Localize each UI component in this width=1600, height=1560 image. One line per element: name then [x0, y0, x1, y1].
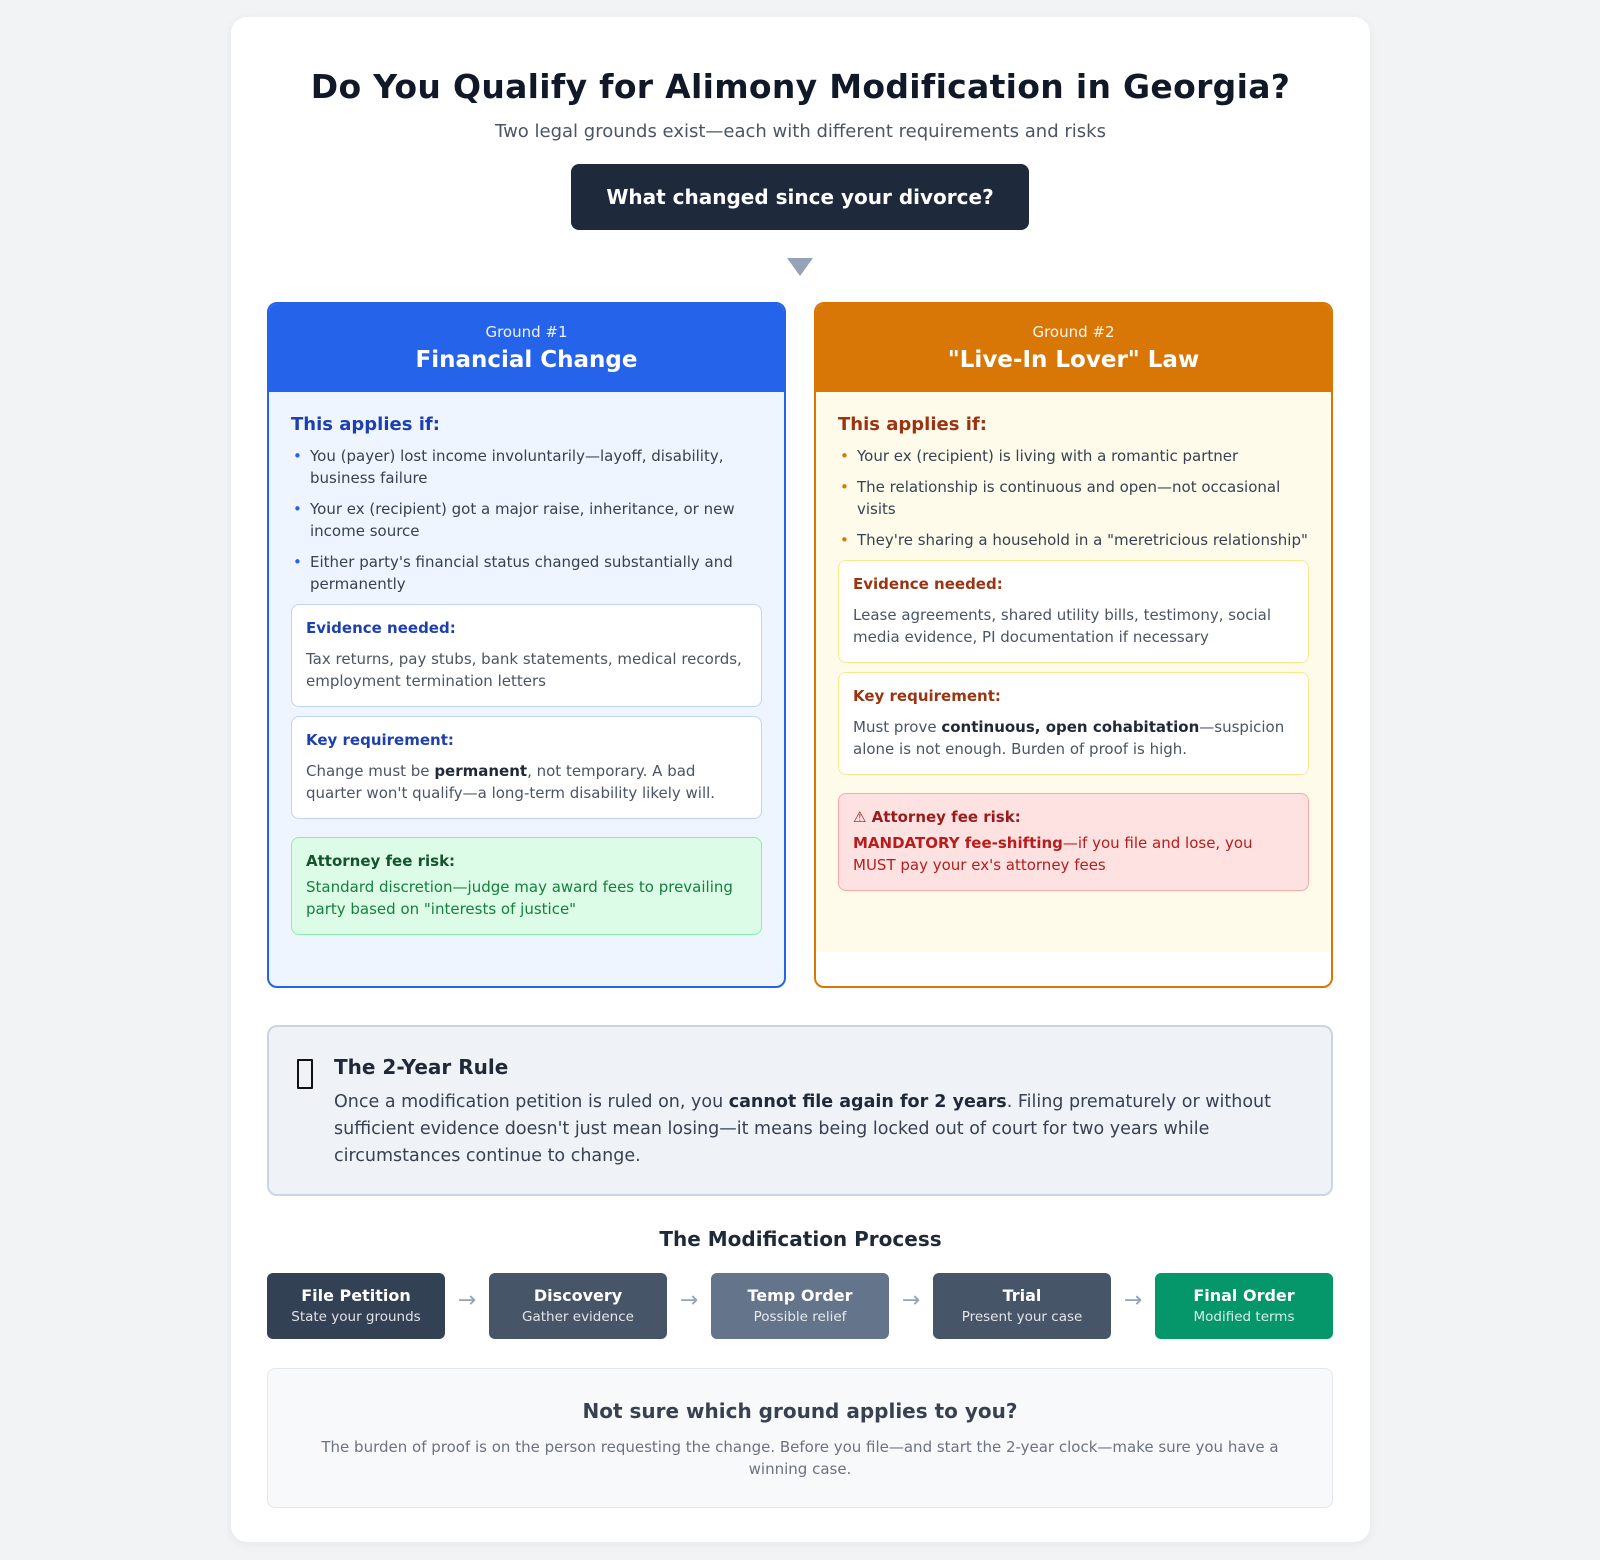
fee-heading: Attorney fee risk:: [306, 852, 456, 870]
bullet-icon: •: [293, 500, 302, 518]
help-heading: Not sure which ground applies to you?: [582, 1399, 1018, 1423]
step-sub: Possible relief: [753, 1309, 847, 1325]
step-label: Final Order: [1193, 1286, 1295, 1305]
step-temp-order: [711, 1273, 889, 1339]
arrow-right-icon: →: [457, 1288, 477, 1313]
step-trial: [933, 1273, 1111, 1339]
list-item: • They're sharing a household in a "meretricious relationship": [840, 531, 1308, 549]
ground-1-header: [269, 304, 784, 392]
ground-2-evidence-box: [838, 560, 1309, 663]
ground-1-bullets: [291, 445, 762, 595]
step-label: Discovery: [533, 1286, 623, 1305]
ground-1-panel: [267, 302, 786, 988]
list-item: • You (payer) lost income involuntarily—layoff, disability, business failure: [293, 447, 724, 487]
step-final-order: [1155, 1273, 1333, 1339]
help-text: The burden of proof is on the person requesting the change. Before you file—and start the 2-year clock—make sure you have a winning case.: [321, 1438, 1279, 1478]
arrow-right-icon: →: [901, 1288, 921, 1313]
ground-2-panel: [814, 302, 1333, 988]
question-banner: What changed since your divorce?: [571, 164, 1029, 230]
rule-text: Once a modification petition is ruled on, you cannot file again for 2 years. Filing prematurely or without sufficient evidence doesn't just mean losing—it means being locked out of court for two years while circumstances continue to change.: [334, 1092, 1271, 1166]
page-title: Do You Qualify for Alimony Modification in Georgia?: [310, 67, 1291, 106]
ground-2-name: "Live-In Lover" Law: [947, 347, 1200, 373]
fee-text: MANDATORY fee-shifting—if you file and lose, you MUST pay your ex's attorney fees: [853, 834, 1253, 874]
bullet-icon: •: [293, 553, 302, 571]
ground-2-applies-heading: This applies if:: [838, 414, 987, 435]
evidence-text: Lease agreements, shared utility bills, testimony, social media evidence, PI documentation if necessary: [853, 606, 1272, 646]
evidence-heading: Evidence needed:: [306, 619, 456, 637]
list-item: • Your ex (recipient) got a major raise, inheritance, or new income source: [293, 500, 735, 540]
two-year-rule-box: [267, 1025, 1333, 1196]
page-subtitle: Two legal grounds exist—each with different requirements and risks: [495, 121, 1106, 142]
step-discovery: [489, 1273, 667, 1339]
ground-2-requirement-box: [838, 672, 1309, 775]
process-title: The Modification Process: [659, 1227, 942, 1251]
hourglass-icon: [297, 1059, 313, 1089]
ground-2-bullets: [838, 445, 1309, 551]
step-sub: Gather evidence: [522, 1309, 634, 1325]
evidence-text: Tax returns, pay stubs, bank statements, medical records, employment termination letters: [306, 650, 742, 690]
ground-2-fee-box: [838, 793, 1309, 891]
ground-1-number: Ground #1: [485, 323, 568, 341]
ground-1-requirement-box: [291, 716, 762, 819]
fee-heading: ⚠ Attorney fee risk:: [853, 808, 1021, 826]
fee-text: Standard discretion—judge may award fees to prevailing party based on "interests of justice": [306, 878, 733, 918]
step-sub: State your grounds: [291, 1309, 421, 1325]
list-item: • Your ex (recipient) is living with a romantic partner: [840, 447, 1239, 465]
list-item: • Either party's financial status changed substantially and permanently: [293, 553, 733, 593]
down-arrow-icon: [787, 258, 813, 276]
help-box: [267, 1368, 1333, 1508]
bullet-icon: •: [293, 447, 302, 465]
step-label: File Petition: [301, 1286, 411, 1305]
step-label: Trial: [1002, 1286, 1042, 1305]
bullet-icon: •: [840, 447, 849, 465]
requirement-text: Must prove continuous, open cohabitation—suspicion alone is not enough. Burden of proof is high.: [853, 718, 1285, 758]
ground-2-header: [816, 304, 1331, 392]
arrow-right-icon: →: [1123, 1288, 1143, 1313]
ground-1-name: Financial Change: [415, 347, 638, 373]
ground-1-evidence-box: [291, 604, 762, 707]
arrow-right-icon: →: [679, 1288, 699, 1313]
ground-2-number: Ground #2: [1032, 323, 1115, 341]
step-file-petition: [267, 1273, 445, 1339]
step-label: Temp Order: [747, 1286, 853, 1305]
ground-1-fee-box: [291, 837, 762, 935]
evidence-heading: Evidence needed:: [853, 575, 1003, 593]
step-sub: Present your case: [961, 1309, 1083, 1325]
infographic-card: [231, 17, 1370, 1542]
list-item: • The relationship is continuous and open—not occasional visits: [840, 478, 1281, 518]
ground-1-applies-heading: This applies if:: [291, 414, 440, 435]
step-sub: Modified terms: [1193, 1309, 1295, 1325]
rule-heading: The 2-Year Rule: [334, 1055, 509, 1079]
bullet-icon: •: [840, 531, 849, 549]
requirement-heading: Key requirement:: [306, 731, 454, 749]
requirement-heading: Key requirement:: [853, 687, 1001, 705]
bullet-icon: •: [840, 478, 849, 496]
requirement-text: Change must be permanent, not temporary. A bad quarter won't qualify—a long-term disability likely will.: [306, 762, 716, 802]
